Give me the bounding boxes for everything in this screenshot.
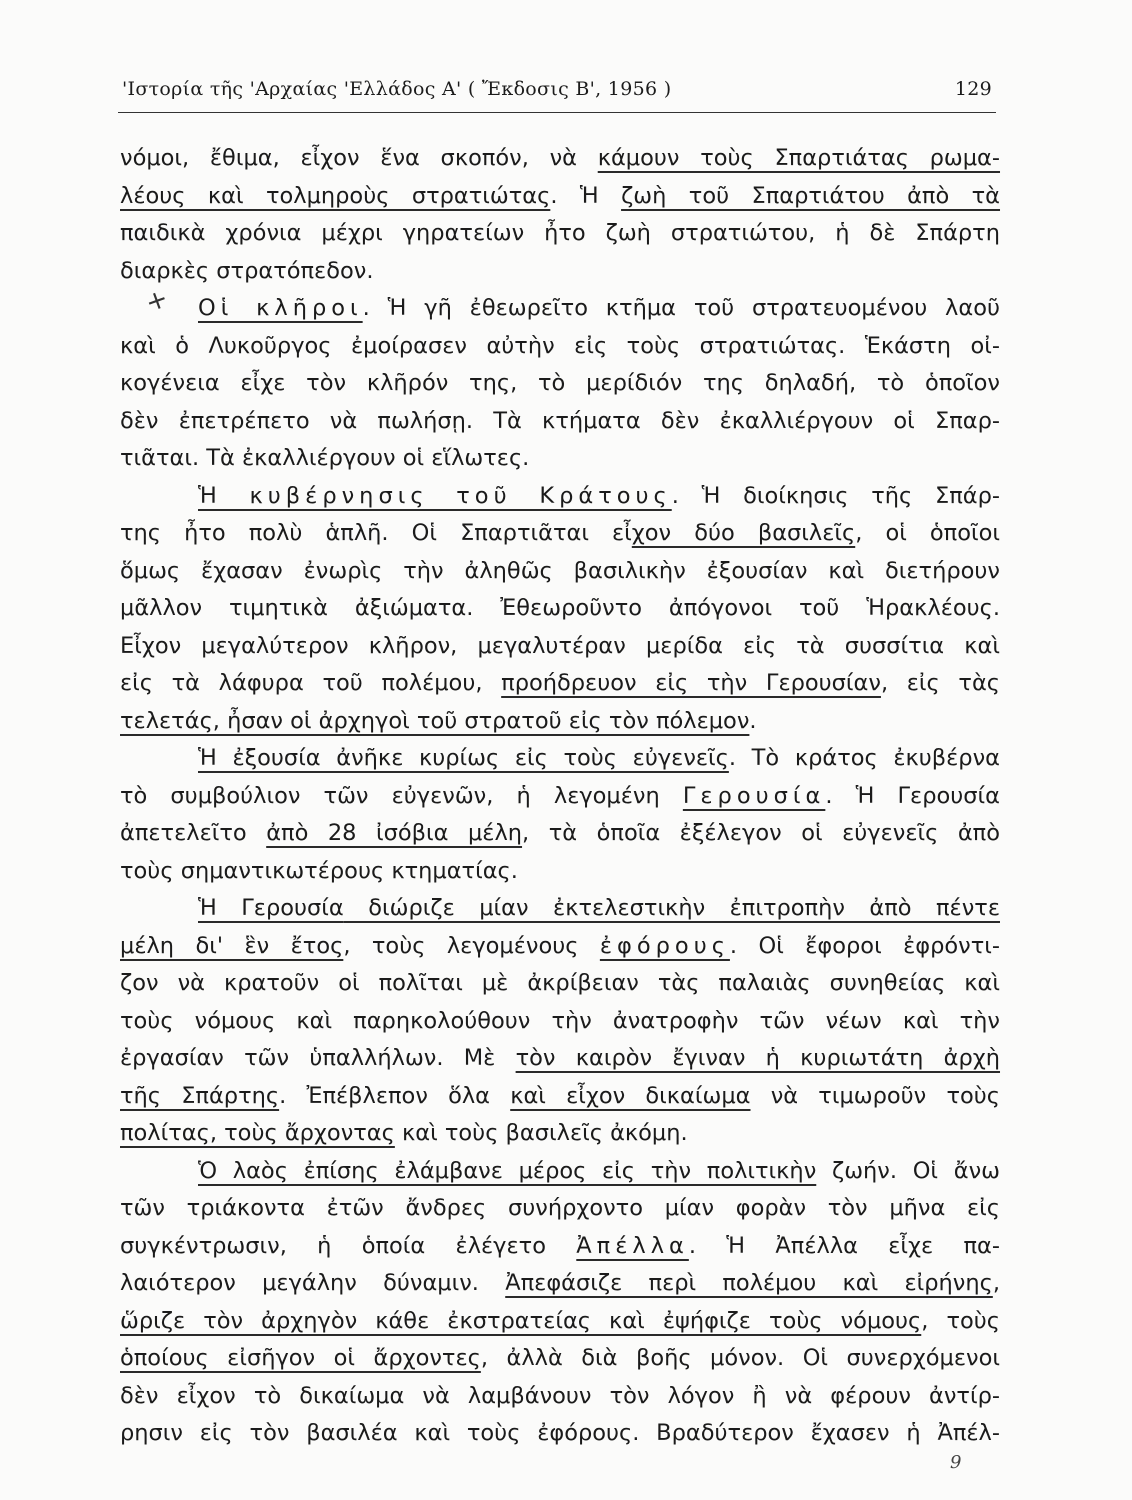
underlined-phrase: Ἡ Γερουσία [198,895,344,921]
section-heading-line: Ἡ κυβέρνησις τοῦ Κράτους. Ἡ διοίκησις τῆς Σπάρ- [198,482,1000,509]
text-line: τὸ συμβούλιον τῶν εὐγενῶν, ἡ λεγομένη Γερουσία. Ἡ Γερουσία [120,782,1000,809]
section-heading-klhroi: Οἱ κλῆροι [198,295,363,321]
underlined-term-gerousia: Γερουσία [682,782,826,809]
text-line: τῆς Σπάρτης. Ἐπέβλεπον ὅλα καὶ εἶχον δικαίωμα νὰ τιμωροῦν τοὺς [120,1082,1000,1109]
underlined-phrase: Ἀπεφάσιζε περὶ πολέμου καὶ εἰρήνης [505,1270,993,1296]
margin-cross-mark: + [141,283,173,319]
text-line: τοὺς νόμους καὶ παρηκολούθουν τὴν ἀνατροφὴν τῶν νέων καὶ τὴν [120,1007,1000,1034]
text-line: ἀπετελεῖτο ἀπὸ 28 ἰσόβια μέλη, τὰ ὁποῖα ἐξέλεγον οἱ εὐγενεῖς ἀπὸ [120,820,1000,846]
running-head [122,78,992,106]
text-line: συγκέντρωσιν, ἡ ὁποία ἐλέγετο Ἀπέλλα. Ἡ Ἀπέλλα εἶχε πα- [120,1232,1000,1259]
text-line: δὲν ἐπετρέπετο νὰ πωλήσῃ. Τὰ κτήματα δὲν ἐκαλλιέργουν οἱ Σπαρ- [120,407,1000,434]
page-number: 129 [954,78,992,100]
underlined-phrase: τὸν καιρὸν ἔγιναν ἡ κυριωτάτη ἀρχὴ [515,1045,1001,1071]
text-line: της ἦτο πολὺ ἁπλῆ. Οἱ Σπαρτιᾶται εἶχον δύο βασιλεῖς, οἱ ὁποῖοι [120,520,1000,546]
text-line: ὥριζε τὸν ἀρχηγὸν κάθε ἐκστρατείας καὶ ἐψήφιζε τοὺς νόμους, τοὺς [120,1307,1000,1334]
text-line: μᾶλλον τιμητικὰ ἀξιώματα. Ἐθεωροῦντο ἀπόγονοι τοῦ Ἡρακλέους. [120,595,1000,621]
underlined-phrase: Ὁ λαὸς ἐπίσης ἐλάμβανε μέρος εἰς τὴν πολιτικὴν [198,1157,817,1184]
underlined-term-apella: Ἀπέλλα [576,1232,689,1259]
underlined-phrase: πολίτας, τοὺς ἄρχοντας [120,1120,395,1146]
body-text [120,140,1000,1453]
underlined-phrase: ὁποίους εἰσῆγον οἱ ἄρχοντες [120,1345,481,1371]
text-line: λαιότερον μεγάλην δύναμιν. Ἀπεφάσιζε περὶ πολέμου καὶ εἰρήνης, [120,1270,1000,1296]
text-line: παιδικὰ χρόνια μέχρι γηρατείων ἦτο ζωὴ στρατιώτου, ἡ δὲ Σπάρτη [120,220,1000,246]
text-line: ὅμως ἔχασαν ἐνωρὶς τὴν ἀληθῶς βασιλικὴν ἐξουσίαν καὶ διετήρουν [120,557,1000,584]
text-line: Ἡ ἐξουσία ἀνῆκε κυρίως εἰς τοὺς εὐγενεῖς. Τὸ κράτος ἐκυβέρνα [198,745,1000,771]
underlined-phrase: κάμουν τοὺς Σπαρτιάτας ρωμα- [597,145,1001,171]
text-line: πολίτας, τοὺς ἄρχοντας καὶ τοὺς βασιλεῖς ἀκόμη. [120,1120,688,1146]
text-line: λέους καὶ τολμηροὺς στρατιώτας. Ἡ ζωὴ τοῦ Σπαρτιάτου ἀπὸ τὰ [120,182,1001,209]
underlined-phrase: λέους καὶ τολμηροὺς στρατιώτας [120,182,551,209]
text-line: καὶ ὁ Λυκοῦργος ἐμοίρασεν αὐτὴν εἰς τοὺς στρατιώτας. Ἑκάστη οἰ- [120,332,1000,359]
book-title: 'Ιστορία τῆς 'Αρχαίας 'Ελλάδος Α' ( Ἔκδοσις Β', 1956 ) [122,78,672,100]
text-line: μέλη δι' ἓν ἔτος, τοὺς λεγομένους ἐφόρους. Οἱ ἔφοροι ἐφρόντι- [120,932,1001,959]
text-line: Ὁ λαὸς ἐπίσης ἐλάμβανε μέρος εἰς τὴν πολιτικὴν ζωήν. Οἱ ἄνω [198,1157,1000,1184]
text-line: ρησιν εἰς τὸν βασιλέα καὶ τοὺς ἐφόρους. Βραδύτερον ἔχασεν ἡ Ἀπέλ- [120,1420,1000,1446]
text-line: τῶν τριάκοντα ἐτῶν ἄνδρες συνήρχοντο μίαν φορὰν τὸν μῆνα εἰς [120,1195,1000,1221]
underlined-phrase: ἀπὸ 28 ἰσόβια μέλη [266,820,523,846]
text-line: τιᾶται. Τὰ ἐκαλλιέργουν οἱ εἵλωτες. [120,445,530,471]
text-line: ζον νὰ κρατοῦν οἱ πολῖται μὲ ἀκρίβειαν τὰς παλαιὰς συνηθείας καὶ [120,970,1000,996]
text-line [120,890,1000,928]
text-line: Εἶχον μεγαλύτερον κλῆρον, μεγαλυτέραν μερίδα εἰς τὰ συσσίτια καὶ [120,632,1000,659]
section-heading-line: Οἱ κλῆροι. Ἡ γῆ ἐθεωρεῖτο κτῆμα τοῦ στρατευομένου λαοῦ [198,295,1000,321]
text-line: ὁποίους εἰσῆγον οἱ ἄρχοντες, ἀλλὰ διὰ βοῆς μόνον. Οἱ συνερχόμενοι [120,1345,1000,1371]
text-line: διαρκὲς στρατόπεδον. [120,257,374,284]
text-line: τοὺς σημαντικωτέρους κτηματίας. [120,857,518,884]
header-rule [118,112,996,113]
text-line: εἰς τὰ λάφυρα τοῦ πολέμου, προήδρευον εἰς τὴν Γερουσίαν, εἰς τὰς [120,670,1000,696]
underlined-phrase: διώριζε μίαν ἐκτελεστικὴν ἐπιτροπὴν ἀπὸ πέντε [343,895,1000,921]
underlined-phrase: μέλη δι' ἓν ἔτος [120,932,344,959]
signature-mark: 9 [950,1452,962,1473]
underlined-term-eforous: ἐφόρους [599,932,730,959]
underlined-phrase: τῆς Σπάρτης [120,1082,280,1109]
text-line: τελετάς, ἦσαν οἱ ἀρχηγοὶ τοῦ στρατοῦ εἰς τὸν πόλεμον. [120,707,757,734]
underlined-phrase: τελετάς, ἦσαν οἱ ἀρχηγοὶ τοῦ στρατοῦ εἰς τὸν πόλεμον [120,707,750,734]
text-line: κογένεια εἶχε τὸν κλῆρόν της, τὸ μερίδιόν της δηλαδή, τὸ ὁποῖον [120,370,1000,396]
text-line: νόμοι, ἔθιμα, εἶχον ἕνα σκοπόν, νὰ κάμουν τοὺς Σπαρτιάτας ρωμα- [120,145,1001,171]
underlined-phrase: χον δύο βασιλεῖς [631,520,856,546]
underlined-phrase: Ἡ ἐξουσία ἀνῆκε κυρίως εἰς τοὺς εὐγενεῖς [198,745,729,771]
underlined-phrase: ζωὴ τοῦ Σπαρτιάτου ἀπὸ τὰ [621,182,1001,209]
underlined-phrase: ὥριζε τὸν ἀρχηγὸν κάθε ἐκστρατείας καὶ ἐψήφιζε τοὺς νόμους [120,1307,922,1334]
underlined-phrase: καὶ εἶχον δικαίωμα [510,1082,751,1109]
section-heading-kyvernisis: Ἡ κυβέρνησις τοῦ Κράτους [198,482,672,509]
text-line: ἐργασίαν τῶν ὑπαλλήλων. Μὲ τὸν καιρὸν ἔγιναν ἡ κυριωτάτη ἀρχὴ [120,1045,1001,1071]
text-line: δὲν εἶχον τὸ δικαίωμα νὰ λαμβάνουν τὸν λόγον ἢ νὰ φέρουν ἀντίρ- [120,1382,1000,1409]
underlined-phrase: προήδρευον εἰς τὴν Γερουσίαν [501,670,881,696]
